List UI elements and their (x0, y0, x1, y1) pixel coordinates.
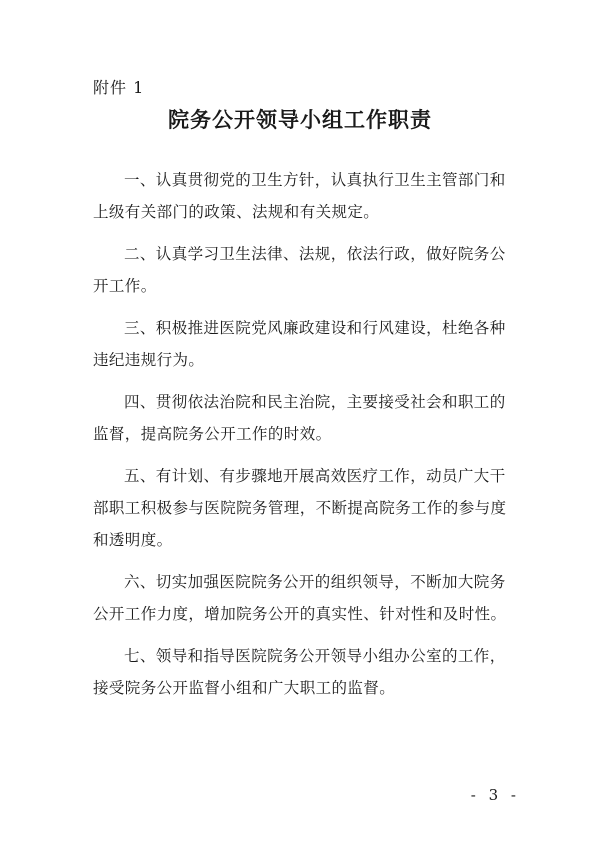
paragraph-1: 一、认真贯彻党的卫生方针，认真执行卫生主管部门和上级有关部门的政策、法规和有关规定。 (93, 171, 506, 221)
paragraph-5: 五、有计划、有步骤地开展高效医疗工作，动员广大干部职工积极参与医院院务管理，不断提高院务工作的参与度和透明度。 (93, 467, 507, 549)
attachment-label: 附件 1 (93, 78, 145, 97)
paragraph-2: 二、认真学习卫生法律、法规，依法行政，做好院务公开工作。 (93, 245, 506, 295)
paragraph-7: 七、领导和指导医院院务公开领导小组办公室的工作，接受院务公开监督小组和广大职工的监督。 (93, 647, 506, 697)
paragraph-3: 三、积极推进医院党风廉政建设和行风建设，杜绝各种违纪违规行为。 (93, 319, 506, 369)
document-title: 院务公开领导小组工作职责 (168, 107, 432, 132)
paragraph-4: 四、贯彻依法治院和民主治院，主要接受社会和职工的监督，提高院务公开工作的时效。 (93, 393, 506, 443)
page-number: - 3 - (470, 786, 520, 804)
document-body (93, 164, 519, 714)
paragraph-6: 六、切实加强医院院务公开的组织领导，不断加大院务公开工作力度，增加院务公开的真实性、针对性和及时性。 (93, 573, 507, 623)
